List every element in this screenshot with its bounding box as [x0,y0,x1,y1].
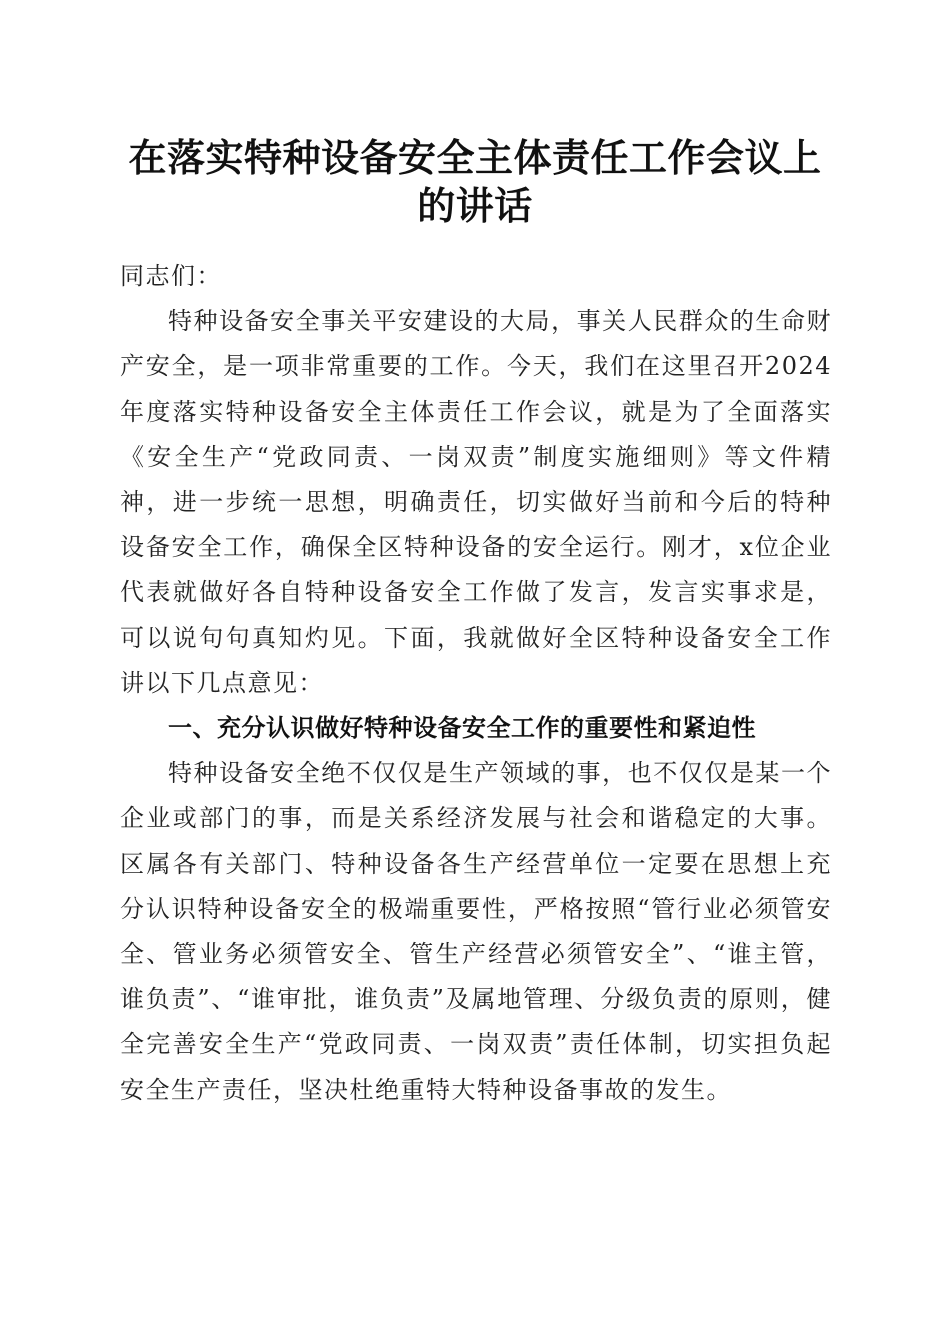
document-body [120,254,832,1113]
intro-paragraph: 特种设备安全事关平安建设的大局，事关人民群众的生命财产安全，是一项非常重要的工作。今天，我们在这里召开2024年度落实特种设备安全主体责任工作会议，就是为了全面落实《安全生产“党政同责、一岗双责”制度实施细则》等文件精神，进一步统一思想，明确责任，切实做好当前和今后的特种设备安全工作，确保全区特种设备的安全运行。刚才，x位企业代表就做好各自特种设备安全工作做了发言，发言实事求是，可以说句句真知灼见。下面，我就做好全区特种设备安全工作讲以下几点意见： [120,307,832,697]
section-heading: 一、充分认识做好特种设备安全工作的重要性和紧迫性 [168,714,756,743]
salutation: 同志们： [120,262,222,290]
section-paragraph: 特种设备安全绝不仅仅是生产领域的事，也不仅仅是某一个企业或部门的事，而是关系经济发展与社会和谐稳定的大事。区属各有关部门、特种设备各生产经营单位一定要在思想上充分认识特种设备安全的极端重要性，严格按照“管行业必须管安全、管业务必须管安全、管生产经营必须管安全”、“谁主管，谁负责”、“谁审批，谁负责”及属地管理、分级负责的原则，健全完善安全生产“党政同责、一岗双责”责任体制，切实担负起安全生产责任，坚决杜绝重特大特种设备事故的发生。 [120,759,832,1104]
document-title: 在落实特种设备安全主体责任工作会议上的讲话 [128,135,822,228]
